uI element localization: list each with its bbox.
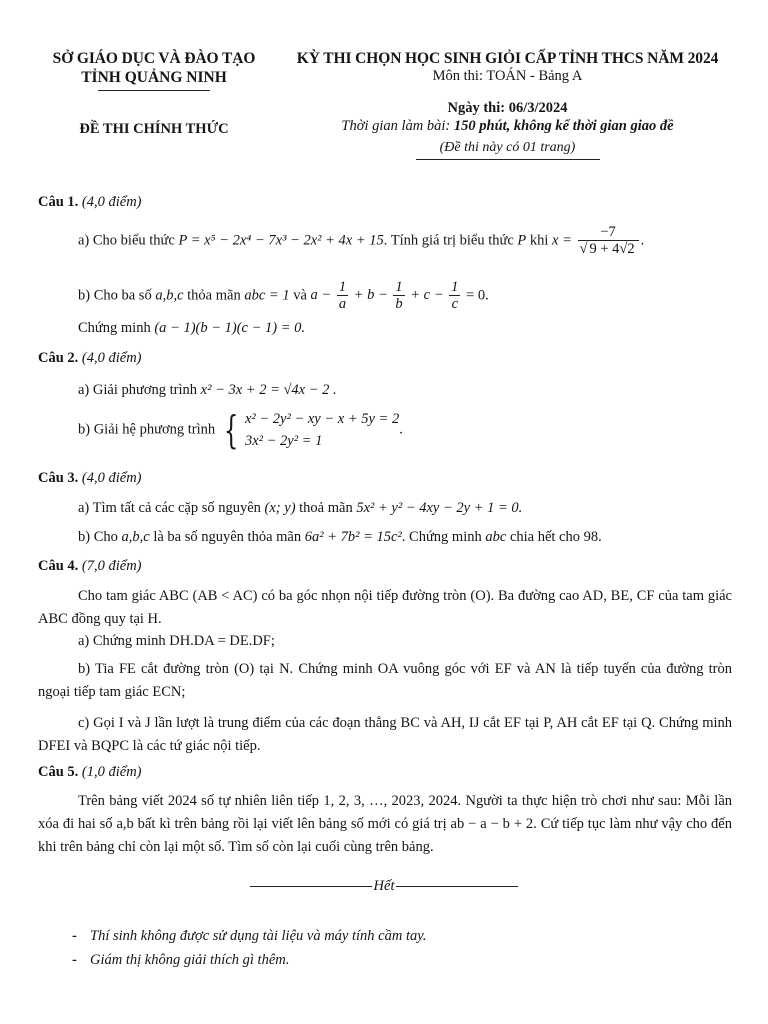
q3b-abc: abc: [485, 529, 507, 545]
header-right: [265, 50, 750, 160]
q1b-prove-label: Chứng minh: [78, 320, 155, 336]
note-2-text: Giám thị không giải thích gì thêm.: [90, 952, 290, 968]
question-1-heading: [38, 192, 730, 213]
question-1a: a) Cho biểu thức P = x⁵ − 2x⁴ − 7x³ − 2x² + 4x + 15. Tính giá trị biểu thức P khi x = $\frac{-7}{√ 9 + 4√2}$ .: [78, 224, 645, 257]
system-equation-2: 3x² − 2y² = 1: [244, 433, 323, 449]
exam-notes: [72, 924, 426, 972]
question-2-title: Câu 2.: [38, 350, 79, 366]
question-2-heading: [38, 348, 730, 369]
q1a-numerator: −7: [578, 225, 639, 241]
q3b-text: b) Cho: [78, 529, 122, 545]
q1a-fraction: $\frac{-7}{√ 9 + 4√2}$: [578, 225, 639, 257]
q1b-prove-expression: (a − 1)(b − 1)(c − 1) = 0.: [154, 320, 306, 336]
question-3-title: Câu 3.: [38, 470, 79, 486]
question-3b: [78, 529, 602, 546]
q1b-frac-c: $\frac{1}{c}$: [451, 279, 459, 312]
q1a-x: x =: [552, 232, 576, 249]
department-name: SỞ GIÁO DỤC VÀ ĐÀO TẠO: [52, 50, 256, 67]
q3a-pair: (x; y): [264, 500, 296, 516]
q1a-mid: . Tính giá trị biểu thức: [383, 232, 518, 249]
header-left-underline: [98, 90, 210, 91]
q1b-and: và: [289, 287, 311, 304]
q3b-vars: a,b,c: [121, 529, 150, 545]
question-4-points: (7,0 điểm): [81, 558, 142, 574]
question-1b: b) Cho ba số a,b,c thỏa mãn abc = 1 và a − $\frac{1}{a}$ + b − $\frac{1}{b}$ + c − $\frac{1}{c}$ = 0.: [78, 279, 489, 312]
question-5-text: Trên bảng viết 2024 số tự nhiên liên tiếp 1, 2, 3, …, 2023, 2024. Người ta thực hiện trò chơi như sau: Mỗi lần xóa đi hai số a,b bất kì trên bảng rồi lại viết lên bảng số mới có giá trị ab − a − b + 2. Cứ tiếp tục làm như vậy cho đến khi trên bảng chỉ còn lại một số. Tìm số còn lại cuối cùng trên bảng.: [38, 793, 732, 855]
duration-value: 150 phút, không kể thời gian giao đề: [453, 118, 674, 134]
q1a-text: a) Cho biểu thức: [78, 232, 179, 249]
question-4-heading: [38, 556, 730, 577]
question-1-title: Câu 1.: [38, 194, 79, 210]
bullet-icon: -: [72, 952, 77, 968]
question-2-points: (4,0 điểm): [81, 350, 142, 366]
question-2a: [78, 382, 337, 399]
question-3-heading: [38, 468, 730, 489]
q1b-abc: abc = 1: [244, 287, 290, 304]
question-4b: b) Tia FE cắt đường tròn (O) tại N. Chứng minh OA vuông góc với EF và AN là tiếp tuyến của đường tròn ngoại tiếp tam giác ECN;: [38, 661, 732, 700]
question-1-points: (4,0 điểm): [81, 194, 142, 210]
equation-system: [245, 408, 399, 452]
end-dash-right: [396, 886, 518, 887]
q3a-text: a) Tìm tất cả các cặp số nguyên: [78, 500, 265, 516]
question-5-heading: [38, 762, 730, 783]
system-brace: {: [223, 408, 239, 452]
question-4-intro: Cho tam giác ABC (AB < AC) có ba góc nhọn nội tiếp đường tròn (O). Ba đường cao AD, BE, CF của tam giác ABC đồng quy tại H.: [38, 588, 732, 627]
q1b-text: b) Cho ba số: [78, 287, 156, 304]
end-marker: [0, 878, 768, 895]
q1a-expression: P = x⁵ − 2x⁴ − 7x³ − 2x² + 4x + 15: [178, 232, 384, 249]
q1a-denominator: 9 + 4√2: [589, 241, 635, 257]
q1b-eq-tail: = 0.: [462, 287, 489, 304]
q1a-when: khi: [526, 232, 553, 249]
question-2b: b) Giải hệ phương trình { x² − 2y² − xy − x + 5y = 2 3x² − 2y² = 1 .: [78, 408, 403, 452]
province-name: TỈNH QUẢNG NINH: [81, 69, 227, 86]
note-1-text: Thí sinh không được sử dụng tài liệu và máy tính cầm tay.: [90, 928, 427, 944]
question-3a: [78, 500, 522, 517]
system-equation-1: x² − 2y² − xy − x + 5y = 2: [244, 411, 400, 427]
page-count-note: (Đề thi này có 01 trang): [439, 140, 576, 155]
bullet-icon: -: [72, 928, 77, 944]
q1b-vars: a,b,c: [155, 287, 184, 304]
q1a-p: P: [517, 232, 527, 249]
end-dash-left: [250, 886, 372, 887]
header-left: [48, 50, 260, 138]
q3a-expression: 5x² + y² − 4xy − 2y + 1 = 0.: [356, 500, 523, 516]
q2b-text: b) Giải hệ phương trình: [78, 421, 219, 438]
note-item-2: [72, 948, 426, 972]
question-5-title: Câu 5.: [38, 764, 79, 780]
header-right-underline: [416, 159, 600, 160]
q3b-mid: là ba số nguyên thỏa mãn: [149, 529, 305, 545]
note-item-1: [72, 924, 426, 948]
q3b-end: chia hết cho 98.: [506, 529, 602, 545]
q3a-mid: thoả mãn: [295, 500, 357, 516]
exam-subject: Môn thi: TOÁN - Bảng A: [432, 68, 583, 84]
q2a-text: a) Giải phương trình: [78, 382, 201, 398]
question-4c: c) Gọi I và J lần lượt là trung điểm của các đoạn thẳng BC và AH, IJ cắt EF tại P, AH cắt EF tại Q. Chứng minh DFEI và BQPC là các tứ giác nội tiếp.: [38, 715, 732, 754]
official-exam-label: ĐỀ THI CHÍNH THỨC: [79, 121, 229, 137]
q3b-tail: . Chứng minh: [401, 529, 486, 545]
q1b-cond: thỏa mãn: [183, 287, 245, 304]
question-4a: a) Chứng minh DH.DA = DE.DF;: [78, 633, 275, 649]
exam-date: Ngày thi: 06/3/2024: [447, 100, 568, 116]
q2a-expression: x² − 3x + 2 = √4x − 2 .: [200, 382, 337, 398]
q1b-frac-a: $\frac{1}{a}$: [338, 279, 347, 312]
question-1b-prove: [78, 320, 305, 337]
exam-title: KỲ THI CHỌN HỌC SINH GIỎI CẤP TỈNH THCS NĂM 2024: [296, 50, 719, 67]
duration-label: Thời gian làm bài:: [341, 118, 454, 134]
question-3-points: (4,0 điểm): [81, 470, 142, 486]
q1b-frac-b: $\frac{1}{b}$: [395, 279, 403, 312]
q3b-expression: 6a² + 7b² = 15c²: [304, 529, 402, 545]
end-word: Hết: [373, 878, 395, 894]
exam-duration: [265, 118, 750, 135]
question-4-title: Câu 4.: [38, 558, 79, 574]
question-5-points: (1,0 điểm): [81, 764, 142, 780]
